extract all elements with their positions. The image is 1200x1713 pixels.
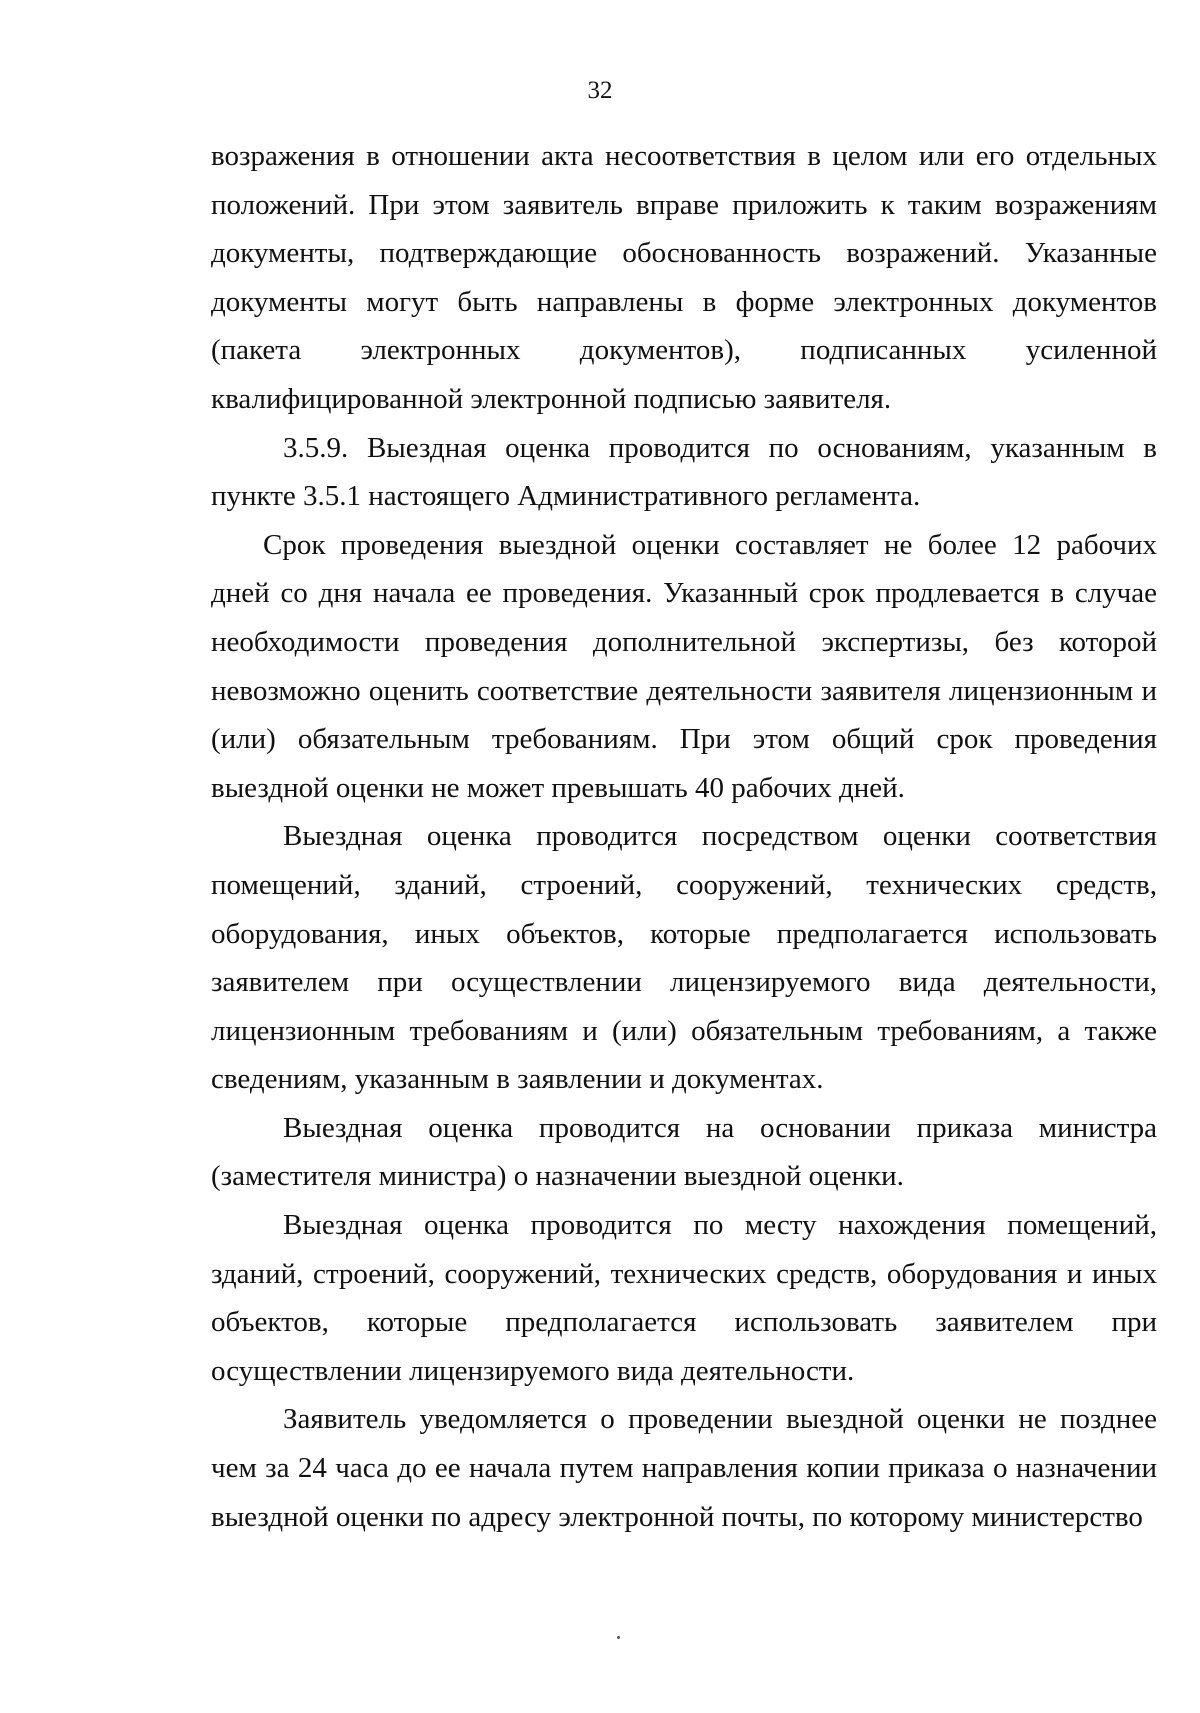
paragraph-3-5-9: 3.5.9. Выездная оценка проводится по основаниям, указанным в пункте 3.5.1 настоящего Административного регламента. [211,431,1157,513]
document-body [211,132,1157,1541]
scan-speck [617,1636,620,1639]
paragraph-assessment-order: Выездная оценка проводится на основании приказа министра (заместителя министра) о назначении выездной оценки. [211,1111,1157,1193]
paragraph-applicant-notification: Заявитель уведомляется о проведении выездной оценки не позднее чем за 24 часа до ее начала путем направления копии приказа о назначении выездной оценки по адресу электронной почты, по которому министерство [211,1403,1157,1533]
paragraph-objections-continuation: возражения в отношении акта несоответствия в целом или его отдельных положений. При этом заявитель вправе приложить к таким возражениям документы, подтверждающие обоснованность возражений. Указанные документы могут быть направлены в форме электронных документов (пакета электронных документов), подписанных усиленной квалифицированной электронной подписью заявителя. [211,140,1157,415]
paragraph-assessment-method: Выездная оценка проводится посредством оценки соответствия помещений, зданий, строений, сооружений, технических средств, оборудования, иных объектов, которые предполагается использовать заявителем при осуществлении лицензируемого вида деятельности, лицензионным требованиям и (или) обязательным требованиям, а также сведениям, указанным в заявлении и документах. [211,820,1157,1096]
page-number: 32 [587,77,613,104]
paragraph-assessment-location: Выездная оценка проводится по месту нахождения помещений, зданий, строений, сооружений, технических средств, оборудования и иных объектов, которые предполагается использовать заявителем при осуществлении лицензируемого вида деятельности. [211,1209,1157,1387]
paragraph-assessment-term: Срок проведения выездной оценки составляет не более 12 рабочих дней со дня начала ее проведения. Указанный срок продлевается в случае необходимости проведения дополнительной экспертизы, без которой невозможно оценить соответствие деятельности заявителя лицензионным и (или) обязательным требованиям. При этом общий срок проведения выездной оценки не может превышать 40 рабочих дней. [211,528,1157,804]
